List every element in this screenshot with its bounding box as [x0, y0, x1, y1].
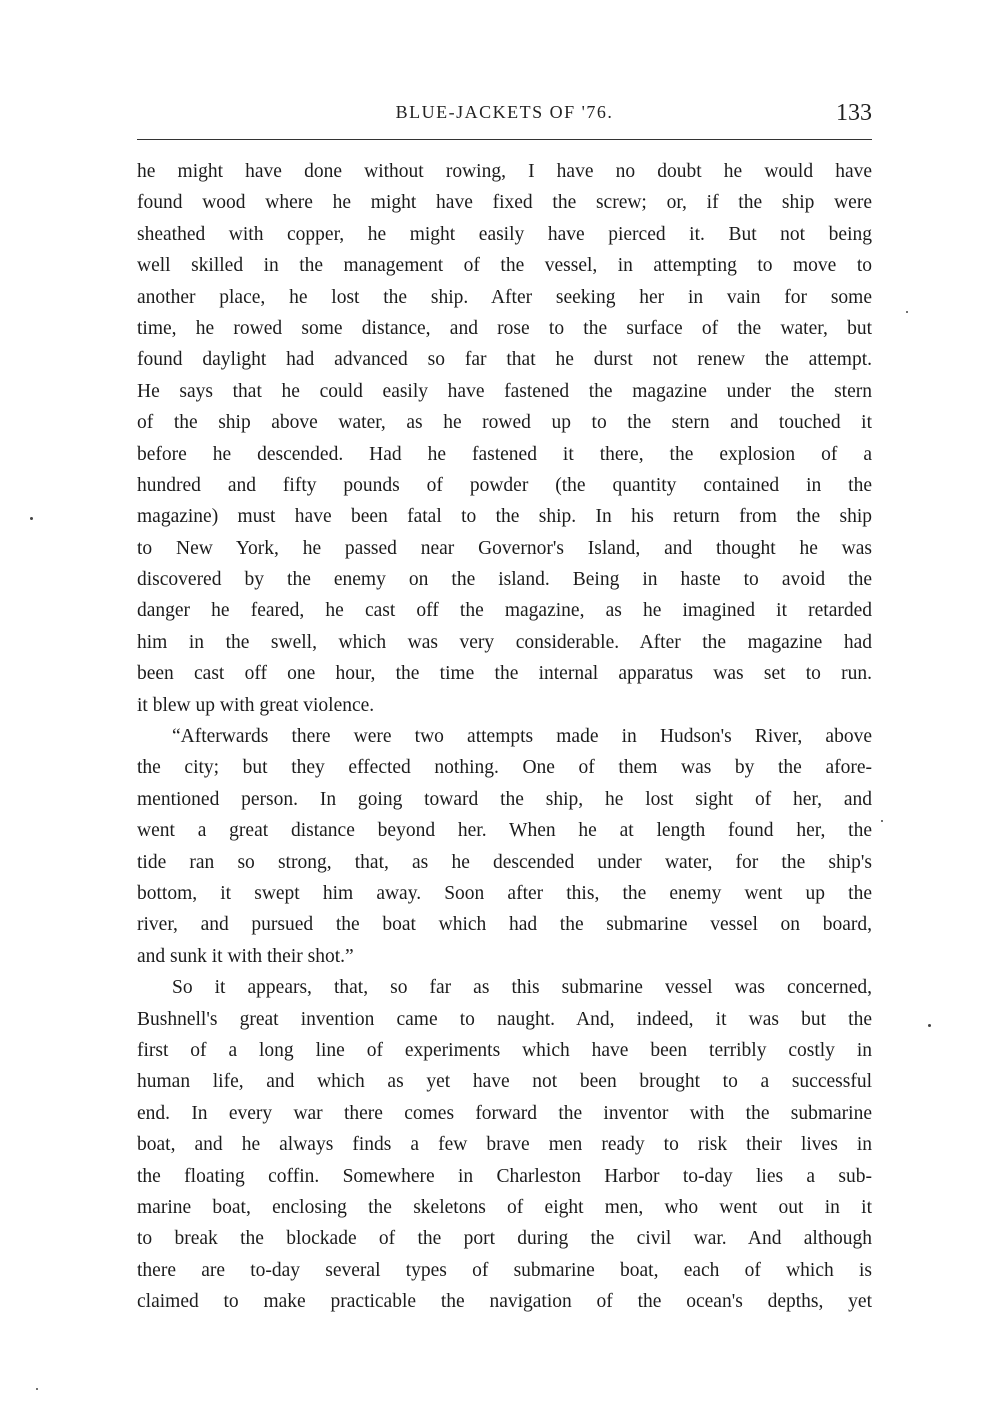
- page-number: 133: [836, 100, 872, 126]
- text-line: found daylight had advanced so far that he durst not renew the attempt.: [137, 349, 872, 371]
- text-line: there are to-day several types of submarine boat, each of which is: [137, 1259, 872, 1281]
- text-line: him in the swell, which was very considerable. After the magazine had: [137, 631, 872, 653]
- paragraph-end-line: and sunk it with their shot.”: [137, 945, 354, 967]
- scan-speck: [30, 517, 33, 520]
- scan-speck: [928, 1024, 931, 1027]
- text-line: Bushnell's great invention came to naught. And, indeed, it was but the: [137, 1008, 872, 1030]
- text-line: to New York, he passed near Governor's Island, and thought he was: [137, 537, 872, 559]
- text-line: the city; but they effected nothing. One of them was by the afore-: [137, 757, 872, 779]
- text-line: bottom, it swept him away. Soon after this, the enemy went up the: [137, 882, 872, 904]
- text-line: danger he feared, he cast off the magazine, as he imagined it retarded: [137, 600, 872, 622]
- text-line: another place, he lost the ship. After seeking her in vain for some: [137, 286, 872, 308]
- header-rule: [137, 139, 872, 140]
- text-line: sheathed with copper, he might easily have pierced it. But not being: [137, 223, 872, 245]
- text-line: mentioned person. In going toward the ship, he lost sight of her, and: [137, 788, 872, 810]
- running-title: BLUE-JACKETS OF '76.: [395, 102, 614, 122]
- paragraph-start-line: “Afterwards there were two attempts made in Hudson's River, above: [172, 726, 872, 748]
- text-line: claimed to make practicable the navigation of the ocean's depths, yet: [137, 1291, 872, 1313]
- scan-speck: [906, 311, 908, 313]
- text-line: tide ran so strong, that, as he descended under water, for the ship's: [137, 851, 872, 873]
- text-line: He says that he could easily have fastened the magazine under the stern: [137, 380, 872, 402]
- text-line: hundred and fifty pounds of powder (the quantity contained in the: [137, 474, 872, 496]
- paragraph-end-line: it blew up with great violence.: [137, 694, 375, 716]
- text-line: well skilled in the management of the vessel, in attempting to move to: [137, 255, 872, 277]
- text-line: of the ship above water, as he rowed up to the stern and touched it: [137, 412, 872, 434]
- paragraph-start-line: So it appears, that, so far as this submarine vessel was concerned,: [172, 977, 872, 999]
- text-line: first of a long line of experiments which have been terribly costly in: [137, 1039, 872, 1061]
- running-head: [137, 100, 872, 128]
- text-line: magazine) must have been fatal to the ship. In his return from the ship: [137, 506, 872, 528]
- text-line: human life, and which as yet have not been brought to a successful: [137, 1071, 872, 1093]
- text-line: found wood where he might have fixed the screw; or, if the ship were: [137, 192, 872, 214]
- text-line: discovered by the enemy on the island. Being in haste to avoid the: [137, 569, 872, 591]
- text-line: went a great distance beyond her. When he at length found her, the: [137, 820, 872, 842]
- text-line: before he descended. Had he fastened it there, the explosion of a: [137, 443, 872, 465]
- text-line: marine boat, enclosing the skeletons of eight men, who went out in it: [137, 1196, 872, 1218]
- text-line: boat, and he always finds a few brave men ready to risk their lives in: [137, 1134, 872, 1156]
- scan-speck: [881, 820, 883, 822]
- text-line: end. In every war there comes forward the inventor with the submarine: [137, 1102, 872, 1124]
- text-line: river, and pursued the boat which had the submarine vessel on board,: [137, 914, 872, 936]
- body-text: [137, 156, 872, 1317]
- text-line: to break the blockade of the port during the civil war. And although: [137, 1228, 872, 1250]
- text-line: the floating coffin. Somewhere in Charleston Harbor to-day lies a sub-: [137, 1165, 872, 1187]
- scan-speck: [36, 1388, 38, 1390]
- text-line: he might have done without rowing, I have no doubt he would have: [137, 161, 872, 182]
- text-line: time, he rowed some distance, and rose to the surface of the water, but: [137, 317, 872, 339]
- text-line: been cast off one hour, the time the internal apparatus was set to run.: [137, 663, 872, 685]
